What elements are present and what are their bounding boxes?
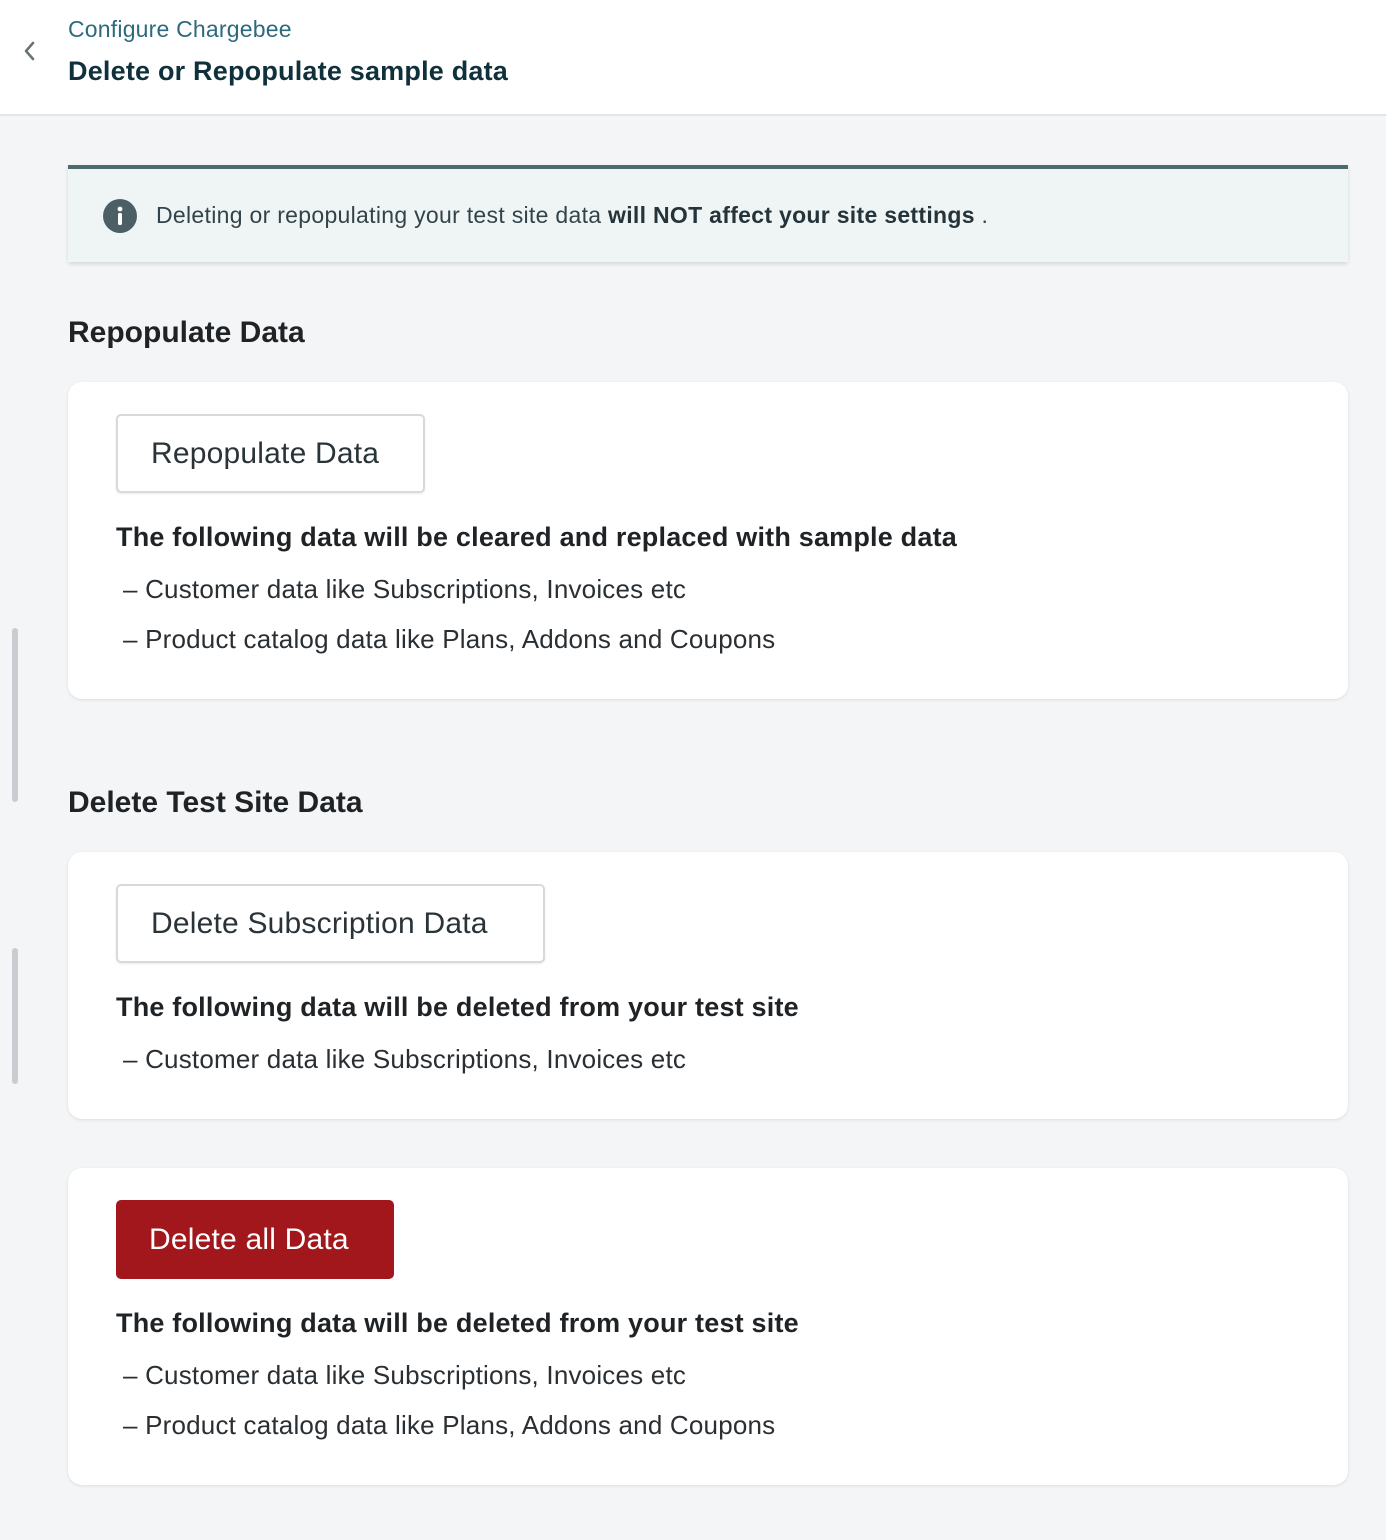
delete-subscription-list xyxy=(123,1034,686,1084)
notice-text-suffix: . xyxy=(974,202,989,228)
delete-all-list xyxy=(123,1350,775,1450)
scrollbar-thumb[interactable] xyxy=(12,948,18,1084)
delete-subscription-data-button[interactable]: Delete Subscription Data xyxy=(116,884,545,963)
delete-subscription-description: The following data will be deleted from your test site xyxy=(116,992,799,1022)
list-item: – Customer data like Subscriptions, Invoices etc xyxy=(123,1044,687,1074)
page-title: Delete or Repopulate sample data xyxy=(68,56,509,86)
delete-subscription-card xyxy=(68,852,1348,1119)
info-notice xyxy=(68,165,1348,262)
list-item: – Product catalog data like Plans, Addons and Coupons xyxy=(123,624,776,654)
chevron-left-icon xyxy=(21,39,37,63)
list-item: – Customer data like Subscriptions, Invoices etc xyxy=(123,574,687,604)
repopulate-description: The following data will be cleared and replaced with sample data xyxy=(116,522,957,552)
notice-text xyxy=(156,202,988,229)
back-button[interactable] xyxy=(14,34,44,68)
delete-all-card xyxy=(68,1168,1348,1485)
breadcrumb[interactable]: Configure Chargebee xyxy=(68,16,292,42)
repopulate-card xyxy=(68,382,1348,699)
info-icon xyxy=(103,199,137,233)
notice-text-bold: will NOT affect your site settings xyxy=(608,202,975,228)
notice-text-prefix: Deleting or repopulating your test site data xyxy=(156,202,609,228)
scrollbar-thumb[interactable] xyxy=(12,628,18,802)
repopulate-list xyxy=(123,564,775,664)
repopulate-data-button[interactable]: Repopulate Data xyxy=(116,414,425,493)
list-item: – Product catalog data like Plans, Addons and Coupons xyxy=(123,1410,776,1440)
delete-all-description: The following data will be deleted from your test site xyxy=(116,1308,799,1338)
list-item: – Customer data like Subscriptions, Invoices etc xyxy=(123,1360,687,1390)
page-header xyxy=(0,0,1386,116)
repopulate-heading: Repopulate Data xyxy=(68,316,305,349)
delete-test-site-heading: Delete Test Site Data xyxy=(68,786,363,819)
delete-all-data-button[interactable]: Delete all Data xyxy=(116,1200,394,1279)
